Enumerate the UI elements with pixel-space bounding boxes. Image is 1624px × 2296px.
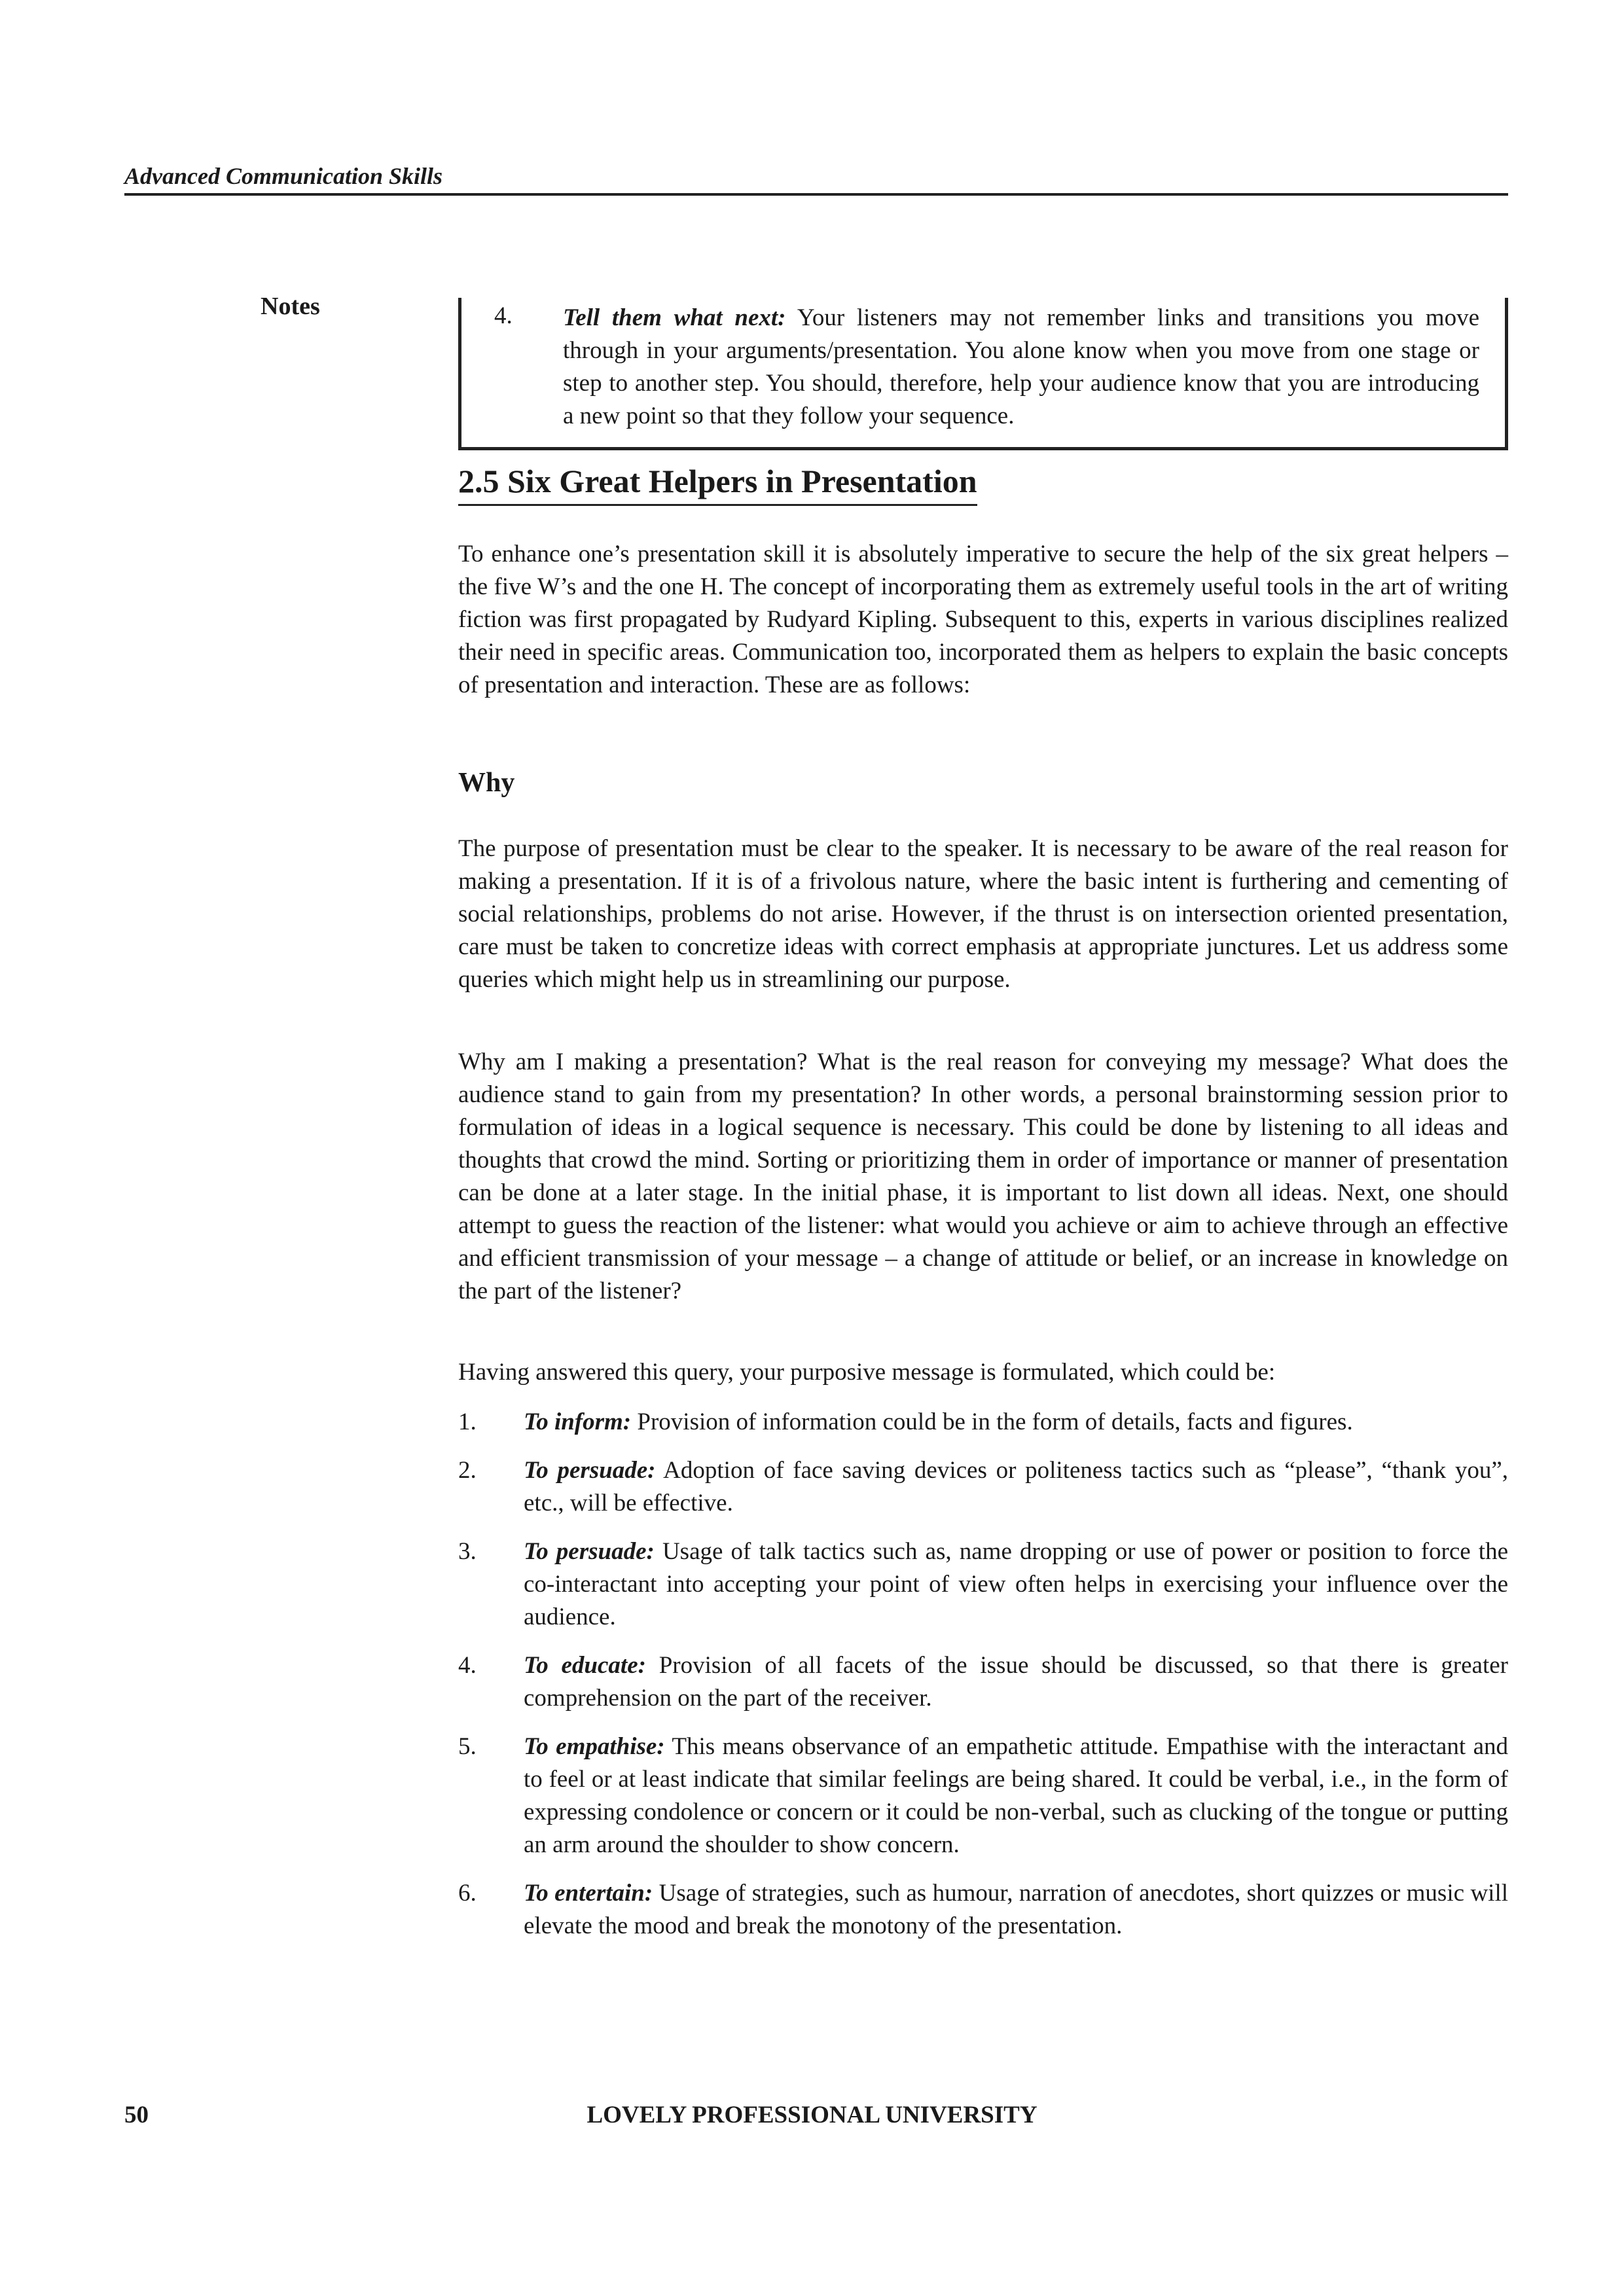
list-item-lead: To inform: [524, 1408, 632, 1435]
why-paragraph-1: The purpose of presentation must be clear to the speaker. It is necessary to be aware of the real reason for making a presentation. If it is of a frivolous nature, where the basic intent is furthering and cementing of social relationships, problems do not arise. However, if the thrust is on intersection oriented presentation, care must be taken to concretize ideas with correct emphasis at appropriate junctures. Let us address some queries which might help us in streamlining our purpose. [458, 835, 1508, 993]
why-paragraph-2: Why am I making a presentation? What is the real reason for conveying my message? What does the audience stand to gain from my presentation? In other words, a personal brainstorming session prior to formulation of ideas in a logical sequence is necessary. This could be done by listening to all ideas and thoughts that crowd the mind. Sorting or prioritizing them in order of importance or manner of presentation can be done at a later stage. In the initial phase, it is important to list down all ideas. Next, one should attempt to guess the reaction of the listener: what would you achieve or aim to achieve through an effective and efficient transmission of your message – a change of attitude or belief, or an increase in knowledge on the part of the listener? [458, 1049, 1508, 1304]
list-item-text [524, 1877, 1508, 1943]
notes-margin-label: Notes [261, 293, 320, 320]
footer-university: LOVELY PROFESSIONAL UNIVERSITY [586, 2102, 1038, 2128]
list-item-number: 6. [458, 1880, 477, 1907]
list-item-number: 5. [458, 1733, 477, 1760]
box-item-text [563, 302, 1479, 433]
list-item-body: Provision of all facets of the issue should be discussed, so that there is greater comprehension on the part of the receiver. [524, 1652, 1508, 1712]
list-item-number: 1. [458, 1408, 477, 1435]
box-item-number: 4. [494, 302, 513, 329]
box-item-body: Your listeners may not remember links and transitions you move through in your arguments/presentation. You alone know when you move from one stage or step to another step. You should, therefore, help your audience know that you are introducing a new point so that they follow your sequence. [563, 304, 1479, 429]
list-item-body: Usage of talk tactics such as, name dropping or use of power or position to force the co-interactant into accepting your point of view often helps in exercising your influence over the audience. [524, 1538, 1508, 1630]
list-item-text [524, 1406, 1508, 1439]
list-item-number: 2. [458, 1457, 477, 1484]
list-item-text [524, 1649, 1508, 1715]
list-item-lead: To empathise: [524, 1733, 665, 1760]
list-item-text [524, 1535, 1508, 1634]
continued-box [458, 298, 1508, 450]
list-item-lead: To persuade: [524, 1457, 656, 1484]
intro-paragraph: To enhance one’s presentation skill it is absolutely imperative to secure the help of the six great helpers – the five W’s and the one H. The concept of incorporating them as extremely useful tools in the art of writing fiction was first propagated by Rudyard Kipling. Subsequent to this, experts in various disciplines realized their need in specific areas. Communication too, incorporated them as helpers to explain the basic concepts of presentation and interaction. These are as follows: [458, 541, 1508, 698]
list-item-body: Provision of information could be in the form of details, facts and figures. [631, 1408, 1353, 1435]
footer-page-number: 50 [124, 2102, 149, 2128]
list-item-lead: To educate: [524, 1652, 646, 1679]
section-heading: 2.5 Six Great Helpers in Presentation [458, 462, 977, 506]
list-item-body: Adoption of face saving devices or politeness tactics such as “please”, “thank you”, etc., will be effective. [524, 1457, 1509, 1516]
box-item-lead: Tell them what next: [563, 304, 786, 331]
why-paragraph-3: Having answered this query, your purposive message is formulated, which could be: [458, 1359, 1276, 1386]
list-item-text [524, 1454, 1508, 1520]
why-heading: Why [458, 768, 515, 798]
list-item-lead: To persuade: [524, 1538, 655, 1565]
list-item-number: 4. [458, 1652, 477, 1679]
list-item-body: This means observance of an empathetic attitude. Empathise with the interactant and to feel or at least indicate that similar feelings are being shared. It could be verbal, i.e., in the form of expressing condolence or concern or it could be non-verbal, such as clucking of the tongue or putting an arm around the shoulder to show concern. [524, 1733, 1509, 1858]
list-item-text [524, 1731, 1508, 1861]
list-item-lead: To entertain: [524, 1880, 653, 1907]
header-rule [124, 193, 1508, 196]
list-item-body: Usage of strategies, such as humour, narration of anecdotes, short quizzes or music will elevate the mood and break the monotony of the presentation. [524, 1880, 1509, 1939]
list-item-number: 3. [458, 1538, 477, 1565]
running-header-title: Advanced Communication Skills [124, 163, 443, 189]
